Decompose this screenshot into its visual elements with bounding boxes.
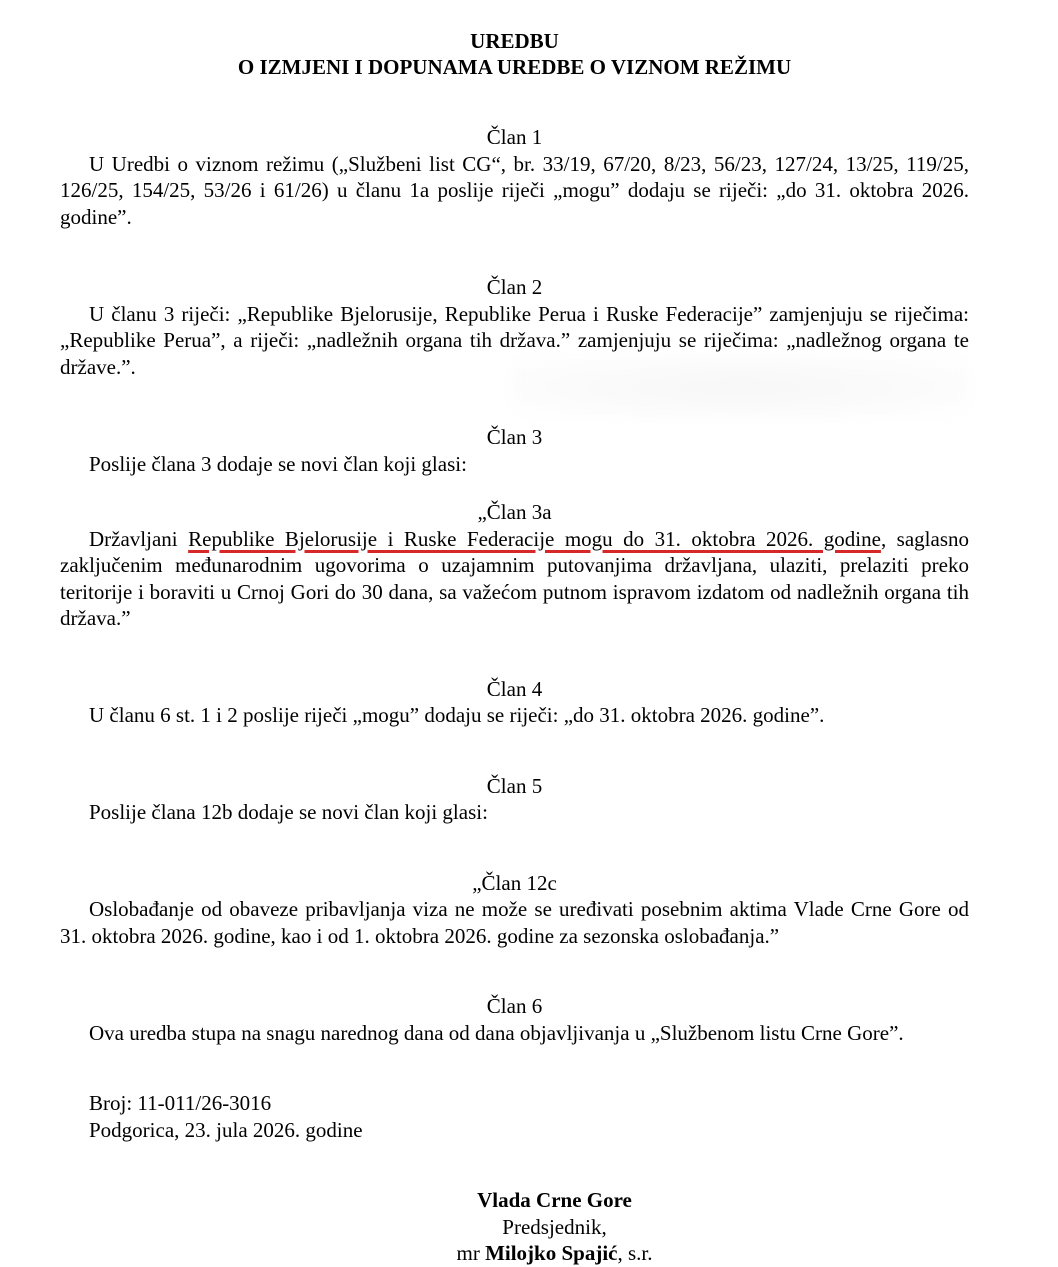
- article-12c-heading: „Član 12c: [472, 870, 557, 895]
- article-4-text: U članu 6 st. 1 i 2 poslije riječi „mogu” dodaju se riječi: „do 31. oktobra 2026. godine”.: [89, 703, 825, 727]
- decree-document: [60, 28, 969, 1267]
- title-line-2: O IZMJENI I DOPUNAMA UREDBE O VIZNOM REŽIMU: [237, 55, 792, 79]
- article-1-heading: Član 1: [486, 125, 543, 149]
- signatory-name: Milojko Spajić: [485, 1241, 618, 1265]
- article-5-heading: Član 5: [486, 773, 543, 798]
- article-4-heading: Član 4: [486, 676, 543, 701]
- article-2-heading: Član 2: [486, 275, 543, 299]
- highlighted-underlined-phrase: Republike Bjelorusije i Ruske Federacije mogu do 31. oktobra 2026. godine: [188, 526, 881, 551]
- place-and-date: Podgorica, 23. jula 2026. godine: [89, 1117, 363, 1142]
- article-12c-text: Oslobađanje od obaveze pribavljanja viza ne može se uređivati posebnim aktima Vlade Crne Gore od 31. oktobra 2026. godine, kao i od 1. oktobra 2026. godine za sezonska oslobađanja.”: [60, 897, 969, 948]
- article-6-text: Ova uredba stupa na snagu narednog dana od dana objavljivanja u „Službenom listu Crne Gore”.: [89, 1020, 904, 1045]
- article-3a-text: [60, 526, 969, 632]
- article-5-text: Poslije člana 12b dodaje se novi član koji glasi:: [89, 800, 488, 824]
- article-6-heading: Član 6: [486, 994, 543, 1018]
- article-3-heading: Član 3: [486, 425, 543, 449]
- signatory: [140, 1240, 969, 1267]
- signatory-prefix: mr: [456, 1241, 486, 1265]
- signatory-suffix: , s.r.: [617, 1241, 653, 1265]
- article-1-text: U Uredbi o viznom režimu („Službeni list CG“, br. 33/19, 67/20, 8/23, 56/23, 127/24, 13/25, 119/25, 126/25, 154/25, 53/26 i 61/26) u članu 1a poslije riječi „mogu” dodaju se riječi: „do 31. oktobra 2026. godine”.: [60, 151, 969, 229]
- article-3-text: Poslije člana 3 dodaje se novi član koji glasi:: [89, 451, 467, 476]
- article-3a-text-before: Državljani: [89, 526, 189, 551]
- article-2-text: U članu 3 riječi: „Republike Bjelorusije, Republike Perua i Ruske Federacije” zamjenjuju se riječima: „Republike Perua”, a riječi: „nadležnih organa tih država.” zamjenjuju se riječima: „nadležnog organa te države.”.: [60, 301, 969, 379]
- government-name: Vlada Crne Gore: [477, 1188, 632, 1212]
- title-line-1: UREDBU: [470, 29, 559, 53]
- document-number: Broj: 11-011/26-3016: [89, 1091, 272, 1115]
- article-3a-heading: „Član 3a: [477, 500, 552, 524]
- article-3a-text-after: , saglasno zaključenim međunarodnim ugovorima o uzajamnim putovanjima državljana, ulaziti, prelaziti preko teritorije i boraviti u Crnoj Gori do 30 dana, sa važećom putnom ispravom izdatom od nadležnih organa tih država.”: [60, 526, 970, 630]
- signatory-role: Predsjednik,: [502, 1214, 607, 1239]
